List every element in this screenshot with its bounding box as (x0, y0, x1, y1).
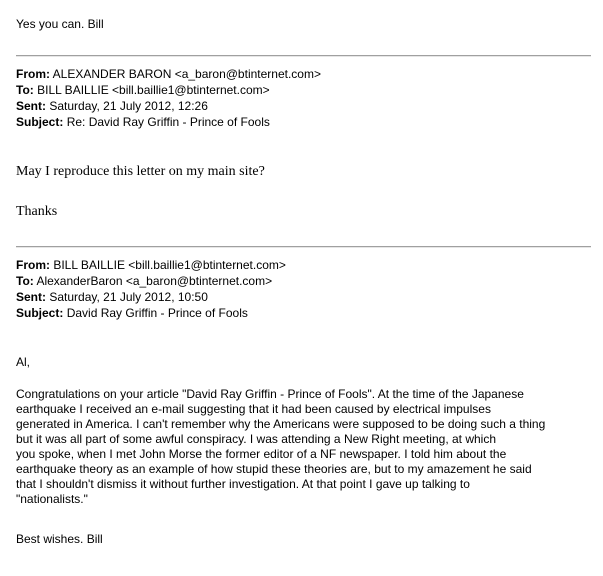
to-label: To: (16, 83, 34, 97)
to-row (16, 273, 286, 289)
from-value: ALEXANDER BARON <a_baron@btinternet.com> (52, 67, 321, 81)
from-label: From: (16, 258, 50, 272)
from-row (16, 66, 321, 82)
message-2-signoff: Best wishes. Bill (16, 532, 103, 546)
subject-row (16, 305, 286, 321)
sent-value: Saturday, 21 July 2012, 10:50 (49, 290, 208, 304)
to-value: BILL BAILLIE <bill.baillie1@btinternet.com> (37, 83, 270, 97)
subject-label: Subject: (16, 306, 64, 320)
message-2-paragraph: Congratulations on your article "David Ray Griffin - Prince of Fools". At the time of the Japanese earthquake I received an e-mail suggesting that it had been caused by electrical impulses generated in America. I can't remember why the Americans were supposed to be doing such a thing but it was all part of some awful conspiracy. I was attending a New Right meeting, at which you spoke, when I met John Morse the former editor of a NF newspaper. I told him about the earthquake theory as an example of how stupid these theories are, but to my amazement he said that I shouldn't dismiss it without further investigation. At that point I gave up talking to "nationalists." (16, 387, 546, 506)
subject-label: Subject: (16, 115, 64, 129)
message-1-body-line-2: Thanks (16, 204, 58, 219)
subject-value: David Ray Griffin - Prince of Fools (66, 306, 248, 320)
subject-row (16, 114, 321, 130)
header-divider-1 (16, 55, 591, 57)
sent-label: Sent: (16, 290, 46, 304)
from-label: From: (16, 67, 50, 81)
to-label: To: (16, 274, 34, 288)
subject-value: Re: David Ray Griffin - Prince of Fools (66, 115, 270, 129)
sent-row (16, 289, 286, 305)
sent-value: Saturday, 21 July 2012, 12:26 (49, 99, 208, 113)
header-divider-2 (16, 246, 591, 248)
to-value: AlexanderBaron <a_baron@btinternet.com> (36, 274, 273, 288)
message-2-headers (16, 257, 286, 321)
sent-row (16, 98, 321, 114)
from-row (16, 257, 286, 273)
to-row (16, 82, 321, 98)
reply-text: Yes you can. Bill (16, 17, 104, 31)
message-1-headers (16, 66, 321, 130)
message-1-body-line-1: May I reproduce this letter on my main site? (16, 164, 265, 179)
sent-label: Sent: (16, 99, 46, 113)
message-2-greeting: Al, (16, 355, 31, 369)
from-value: BILL BAILLIE <bill.baillie1@btinternet.com> (53, 258, 286, 272)
